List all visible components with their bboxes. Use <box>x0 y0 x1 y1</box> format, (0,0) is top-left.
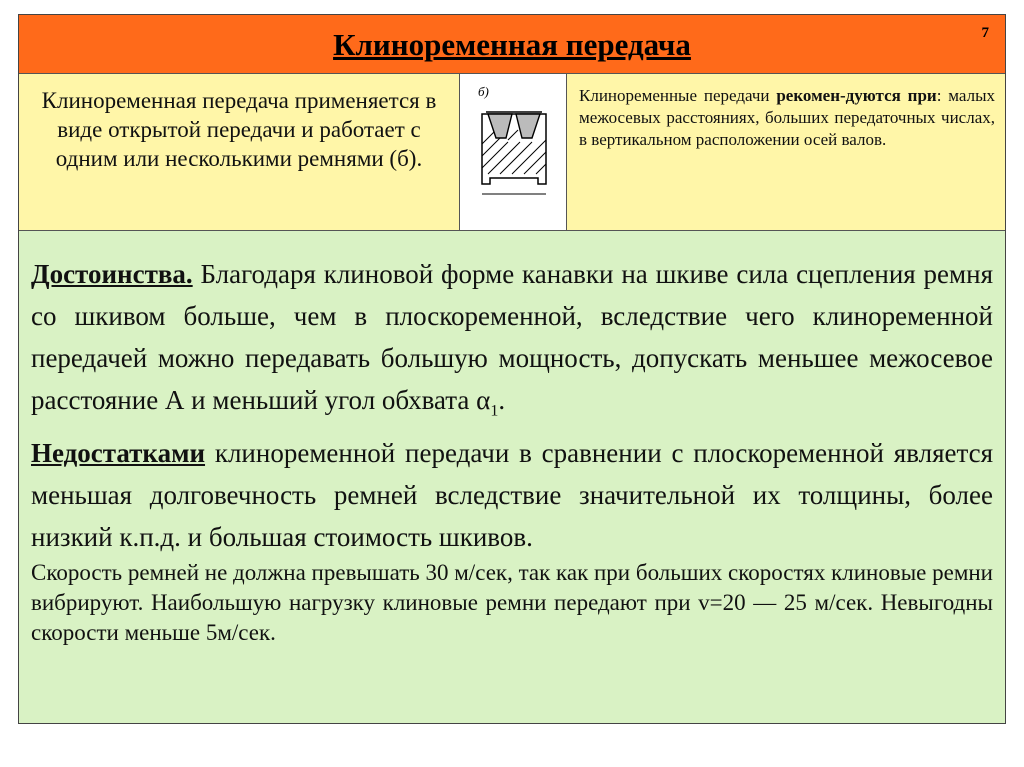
alpha-subscript: 1 <box>490 402 499 420</box>
intro-text: Клиноременная передача применяется в виде открытой передачи и работает с одним или несколькими ремнями (б). <box>19 74 460 230</box>
slide <box>18 14 1006 724</box>
advantages-tail: . <box>498 385 506 415</box>
speed-note-paragraph: Скорость ремней не должна превышать 30 м/сек, так как при больших скоростях клиновые ремни вибрируют. Наибольшую нагрузку клиновые ремни передают при v=20 — 25 м/сек. Невыгодны скорости меньше 5м/сек. <box>31 560 993 646</box>
recommendation-rest: : малых межосевых расстояниях, больших передаточных числах, в вертикальном расположении осей валов. <box>579 86 995 149</box>
slide-title: Клиноременная передача <box>333 27 691 62</box>
advantages-text: Благодаря клиновой форме канавки на шкиве сила сцепления ремня со шкивом больше, чем в плоскоременной, вследствие чего клиноременной передачей можно передавать большую мощность, допускать меньшее межосевое расстояние А и меньший угол обхвата α <box>31 259 993 415</box>
disadvantages-heading: Недостатками <box>31 438 206 469</box>
title-bar <box>19 15 1005 74</box>
advantages-heading: Достоинства. <box>31 259 193 289</box>
recommendation-bold: рекомен-дуются при <box>776 86 937 105</box>
recommendation-start: Клиноременные передачи <box>579 86 777 105</box>
v-belt-pulley-figure <box>460 74 567 230</box>
recommendation-text <box>567 74 1005 230</box>
top-row <box>19 74 1005 231</box>
disadvantages-text: клиноременной передачи в сравнении с плоскоременной является меньшая долговечность ремней вследствие значительной их толщины, более низкий к.п.д. и большая стоимость шкивов. <box>31 438 993 553</box>
main-content <box>19 231 1005 723</box>
advantages-paragraph <box>31 253 993 432</box>
v-belt-groove-diagram <box>460 74 567 230</box>
figure-label: б) <box>478 84 489 99</box>
page-number: 7 <box>981 25 989 41</box>
disadvantages-paragraph <box>31 432 993 558</box>
